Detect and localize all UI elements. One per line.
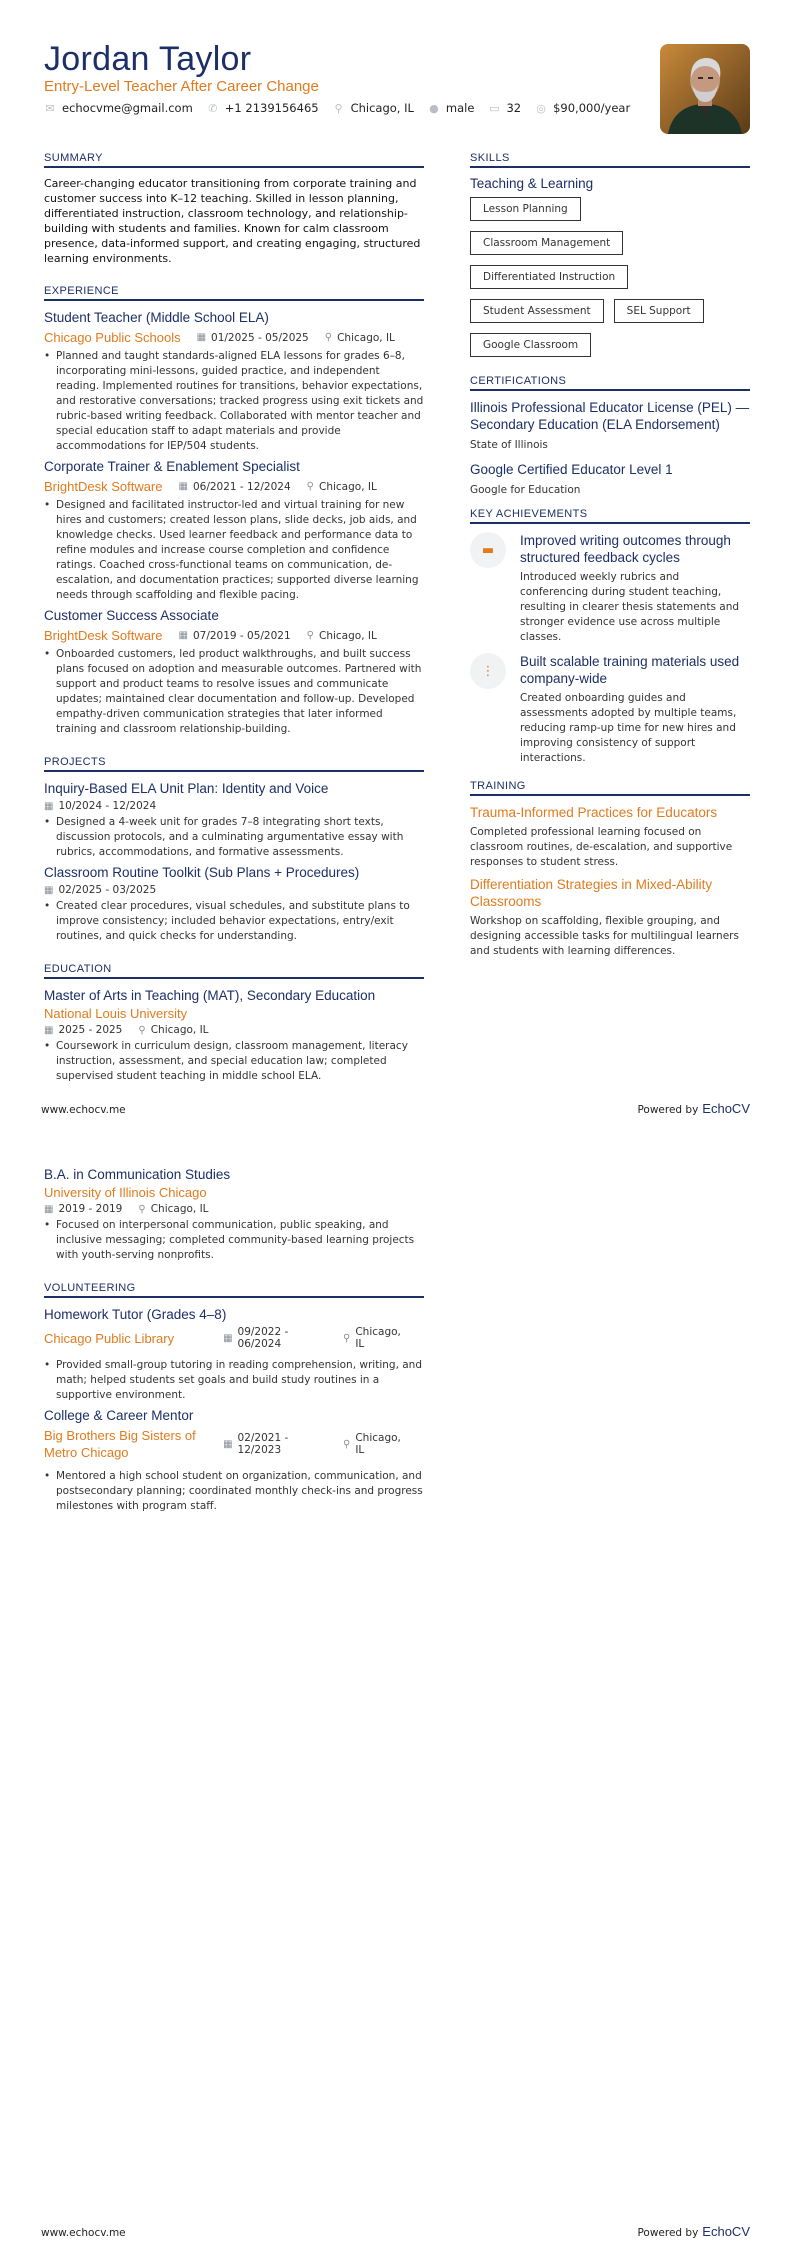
degree-title: B.A. in Communication Studies [44, 1167, 231, 1182]
certification-issuer: State of Illinois [470, 439, 548, 451]
achievement-title: Built scalable training materials used company-wide [520, 654, 740, 686]
education-bullet: • Coursework in curriculum design, classroom management, literacy instruction, assessment, and special education law; completed supervised student teaching in middle school ELA. [44, 1039, 424, 1084]
calendar-icon: ▦ [44, 884, 54, 896]
achievement-item [470, 653, 750, 766]
skill-tag: Google Classroom [470, 333, 591, 357]
location-icon: ⚲ [343, 1438, 351, 1450]
contact-salary [535, 101, 630, 115]
education-location [138, 1203, 208, 1215]
email-text: echocvme@gmail.com [62, 101, 193, 115]
left-column [44, 152, 424, 1084]
volunteer-bullet: • Mentored a high school student on organization, communication, and postsecondary planning; coordinated monthly check-ins and progress milestones with program staff. [44, 1469, 424, 1514]
employer: BrightDesk Software [44, 628, 163, 643]
certifications-heading: CERTIFICATIONS [470, 375, 750, 391]
training-title: Differentiation Strategies in Mixed-Ability Classrooms [470, 877, 713, 909]
profile-photo [660, 44, 750, 134]
phone-text: +1 2139156465 [224, 101, 319, 115]
certification-issuer: Google for Education [470, 484, 581, 496]
email-icon: ✉ [45, 101, 55, 115]
calendar-icon: ▦ [223, 1438, 233, 1450]
job-bullet: • Onboarded customers, led product walkthroughs, and built success plans focused on adoption and measurable outcomes. Partnered with support and product teams to resolve issues and communicate updates; maintained clear documentation and follow-up. Developed empathy-driven communication strategies that later informed training and classroom relationship-building. [44, 647, 424, 737]
training-heading: TRAINING [470, 780, 750, 796]
location-text: Chicago, IL [355, 1432, 401, 1456]
job-location [307, 481, 377, 493]
dates-text: 2019 - 2019 [58, 1203, 123, 1215]
calendar-icon: ▭ [489, 101, 500, 115]
achievement-item [470, 532, 750, 645]
volunteer-dates [223, 1432, 327, 1456]
dates-text: 07/2019 - 05/2021 [192, 629, 291, 642]
volunteer-org: Big Brothers Big Sisters of Metro Chicago [44, 1428, 196, 1460]
salary-text: $90,000/year [553, 101, 631, 115]
dates-text: 06/2021 - 12/2024 [192, 480, 291, 493]
achievement-title: Improved writing outcomes through structured feedback cycles [520, 533, 731, 565]
degree-title: Master of Arts in Teaching (MAT), Secondary Education [44, 988, 376, 1003]
experience-entry [44, 309, 424, 454]
projects-heading: PROJECTS [44, 756, 424, 772]
certification-title: Illinois Professional Educator License (PEL) — Secondary Education (ELA Endorsement) [470, 400, 750, 432]
location-text: Chicago, IL [319, 480, 377, 493]
experience-entry [44, 458, 424, 603]
volunteer-bullet: • Provided small-group tutoring in reading comprehension, writing, and math; helped students set goals and build study routines in a supportive environment. [44, 1358, 424, 1403]
right-column [470, 152, 750, 965]
project-bullet: • Created clear procedures, visual schedules, and substitute plans to improve consistency; included behavior expectations, entry/exit routines, and quick checks for understanding. [44, 899, 424, 944]
candidate-name: Jordan Taylor [44, 40, 252, 78]
calendar-icon: ▦ [223, 1332, 233, 1344]
project-dates [44, 800, 156, 812]
calendar-icon: ▦ [196, 332, 207, 343]
skill-tag: SEL Support [614, 299, 704, 323]
salary-icon: ◎ [536, 101, 546, 115]
dates-text: 02/2021 - 12/2023 [237, 1432, 289, 1456]
education-location [138, 1024, 208, 1036]
skill-group-title: Teaching & Learning [470, 176, 594, 191]
person-icon: ● [429, 101, 439, 115]
project-entry [44, 864, 424, 944]
volunteer-entry [44, 1407, 424, 1514]
project-title: Inquiry-Based ELA Unit Plan: Identity and Voice [44, 781, 329, 796]
job-location [307, 630, 377, 642]
school-name: National Louis University [44, 1006, 188, 1021]
employer: BrightDesk Software [44, 479, 163, 494]
education-entry [44, 987, 424, 1084]
skill-tag: Lesson Planning [470, 197, 581, 221]
location-text: Chicago, IL [337, 331, 395, 344]
location-icon: ⚲ [138, 1203, 146, 1215]
location-icon: ⚲ [334, 101, 343, 115]
contact-email[interactable] [44, 101, 193, 115]
candidate-headline: Entry-Level Teacher After Career Change [44, 78, 319, 95]
location-icon: ⚲ [324, 332, 333, 343]
job-bullet: • Designed and facilitated instructor-led and virtual training for new hires and customers; created lesson plans, slide decks, job aids, and knowledge checks. Used learner feedback and performance data to refine modules and increase course completion and confidence ratings. Coached cross-functional teams on communication, de-escalation, and documentation practices; supported diverse learning needs through scaffolding and flexible pacing. [44, 498, 424, 603]
job-title: Customer Success Associate [44, 608, 219, 623]
powered-by-text: Powered by [637, 2227, 699, 2239]
echocv-logo[interactable]: EchoCV [702, 2224, 750, 2239]
footer-powered-by [637, 2224, 750, 2239]
summary-text: Career-changing educator transitioning from corporate training and customer success into K–12 teaching. Skilled in lesson planning, differentiated instruction, classroom technology, and relationship-building with students and families. Known for calm classroom presence, data-informed support, and creating engaging, structured learning environments. [44, 177, 421, 265]
project-bullet: • Designed a 4-week unit for grades 7–8 integrating short texts, discussion protocols, and a culminating argumentative essay with rubrics, accommodations, and formative assessments. [44, 815, 424, 860]
project-title: Classroom Routine Toolkit (Sub Plans + Procedures) [44, 865, 360, 880]
resume-page-2 [0, 1123, 794, 2246]
calendar-icon: ▦ [44, 800, 54, 812]
info-icon: ⋮ [470, 653, 506, 689]
footer-site-link[interactable]: www.echocv.me [41, 1104, 126, 1116]
training-title: Trauma-Informed Practices for Educators [470, 805, 718, 820]
education-dates [44, 1203, 122, 1215]
dates-text: 09/2022 - 06/2024 [237, 1326, 289, 1350]
contact-age [488, 101, 521, 115]
location-text: Chicago, IL [350, 101, 414, 115]
training-description: Workshop on scaffolding, flexible grouping, and designing accessible tasks for multilingual learners and students with learning differences. [470, 915, 739, 957]
volunteer-location [343, 1432, 408, 1456]
dates-text: 01/2025 - 05/2025 [211, 331, 309, 344]
school-name: University of Illinois Chicago [44, 1185, 207, 1200]
skills-heading: SKILLS [470, 152, 750, 168]
skill-tags [470, 197, 750, 367]
location-icon: ⚲ [306, 630, 314, 641]
education-dates [44, 1024, 122, 1036]
footer-site-link[interactable]: www.echocv.me [41, 2227, 126, 2239]
education-heading: EDUCATION [44, 963, 424, 979]
gender-text: male [445, 101, 475, 115]
location-text: Chicago, IL [319, 629, 377, 642]
volunteer-entry [44, 1306, 424, 1403]
job-bullet: • Planned and taught standards-aligned ELA lessons for grades 6–8, incorporating mini-lessons, guided practice, and independent reading. Implemented routines for transitions, behavior expectations, and restorative conversations; tracked progress using exit tickets and rubric-based writing feedback. Collaborated with mentor teacher and special education staff to adapt materials and provide accommodations for IEP/504 students. [44, 349, 424, 454]
calendar-icon: ▦ [44, 1203, 54, 1215]
volunteering-heading: VOLUNTEERING [44, 1282, 424, 1298]
dates-text: 2025 - 2025 [58, 1024, 123, 1036]
phone-icon: ✆ [208, 101, 218, 115]
employer: Chicago Public Schools [44, 330, 181, 345]
left-column-continued [44, 1166, 424, 1514]
summary-heading: SUMMARY [44, 152, 424, 168]
volunteer-location [343, 1326, 408, 1350]
calendar-icon: ▦ [44, 1024, 54, 1036]
job-dates [197, 332, 309, 344]
volunteer-title: College & Career Mentor [44, 1408, 194, 1423]
contact-phone[interactable] [207, 101, 319, 115]
location-text: Chicago, IL [355, 1326, 401, 1350]
volunteer-dates [223, 1326, 327, 1350]
location-text: Chicago, IL [150, 1024, 209, 1036]
volunteer-org: Chicago Public Library [44, 1330, 175, 1346]
job-title: Corporate Trainer & Enablement Specialist [44, 459, 300, 474]
job-dates [179, 630, 291, 642]
calendar-icon: ▦ [178, 481, 188, 492]
dates-text: 10/2024 - 12/2024 [58, 800, 157, 812]
education-bullet: • Focused on interpersonal communication, public speaking, and inclusive messaging; completed community-based learning projects with youth-serving nonprofits. [44, 1218, 424, 1263]
project-dates [44, 884, 156, 896]
footer-powered-by [637, 1101, 750, 1116]
experience-heading: EXPERIENCE [44, 285, 424, 301]
skill-tag: Classroom Management [470, 231, 623, 255]
job-title: Student Teacher (Middle School ELA) [44, 310, 269, 325]
skill-tag: Student Assessment [470, 299, 604, 323]
project-entry [44, 780, 424, 860]
age-text: 32 [506, 101, 522, 115]
contact-gender [428, 101, 475, 115]
certification-title: Google Certified Educator Level 1 [470, 462, 673, 477]
location-icon: ⚲ [138, 1024, 146, 1036]
feedback-icon: ▬ [470, 532, 506, 568]
achievement-description: Created onboarding guides and assessments adopted by multiple teams, reducing ramp-up time for new hires and improving consistency of support interactions. [520, 692, 737, 764]
training-description: Completed professional learning focused on classroom routines, de-escalation, and supportive responses to student stress. [470, 826, 733, 868]
location-icon: ⚲ [306, 481, 314, 492]
contact-location [333, 101, 414, 115]
location-text: Chicago, IL [150, 1203, 209, 1215]
calendar-icon: ▦ [178, 630, 188, 641]
job-location [325, 332, 395, 344]
location-icon: ⚲ [343, 1332, 351, 1344]
education-entry [44, 1166, 424, 1263]
job-dates [179, 481, 291, 493]
powered-by-text: Powered by [637, 1104, 699, 1116]
echocv-logo[interactable]: EchoCV [702, 1101, 750, 1116]
skill-tag: Differentiated Instruction [470, 265, 628, 289]
contact-row [44, 101, 644, 115]
achievements-heading: KEY ACHIEVEMENTS [470, 508, 750, 524]
achievement-description: Introduced weekly rubrics and conferencing during student teaching, resulting in clearer thesis statements and stronger evidence use across multiple classes. [520, 571, 740, 643]
volunteer-title: Homework Tutor (Grades 4–8) [44, 1307, 227, 1322]
experience-entry [44, 607, 424, 737]
dates-text: 02/2025 - 03/2025 [58, 884, 157, 896]
